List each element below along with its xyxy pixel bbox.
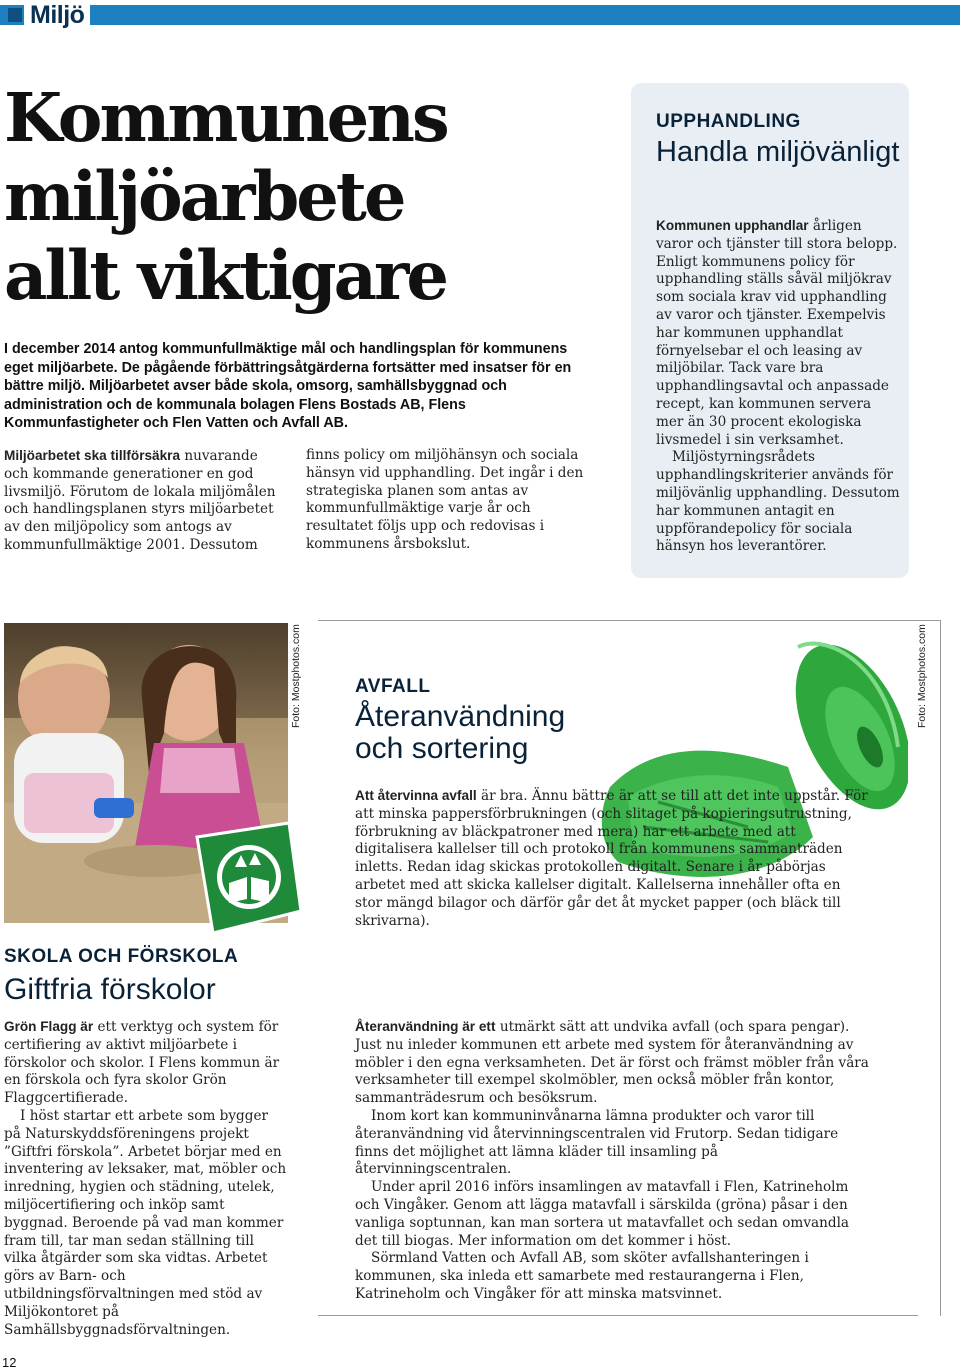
page-number: 12 [2,1355,17,1370]
paragraph-lead: Att återvinna avfall [355,788,477,803]
photo-credit: Foto: Mostphotos.com [290,624,302,728]
avfall-body [355,787,870,930]
paragraph-text: nuvarande och kommande generationer en god livsmiljö. Förutom de lokala miljömålen och handlingsplanen styrs miljöarbetet av den miljöpolicy som antogs av kommunfullmäktige 2001. Dessutom [4,448,276,553]
skola-title: Giftfria förskolor [4,973,216,1006]
paragraph-lead: Återanvändning är ett [355,1019,496,1034]
paragraph-text: årligen varor och tjänster till stora belopp. Enligt kommunens policy för upphandling ställs såväl miljökrav som sociala krav vid upphandling av varor och tjänster. Exempelvis har kommunen upphandlat förnyelsebar el och leasing av miljöbilar. Tack vare bra upphandlingsavtal och anpassade recept, kan kommunen servera mer än 30 procent ekologiska livsmedel i sin verksamhet. [656,218,898,448]
sidebar-kicker: UPPHANDLING [656,111,801,132]
skola-kicker: SKOLA OCH FÖRSKOLA [4,946,239,967]
paragraph-text: Sörmland Vatten och Avfall AB, som sköter avfallshanteringen i kommunen, ska inleda ett samarbete med restaurangerna i Flen, Katrineholm och Vingåker för att minska matsvinnet. [355,1250,809,1302]
section-bar [0,5,960,25]
skola-body [4,1018,289,1339]
headline-line: Kommunens [4,78,447,157]
paragraph-text: I höst startar ett arbete som bygger på Naturskyddsföreningens projekt ”Giftfri förskola”. Arbetet börjar med en inventering av leksaker, mat, möbler och inredning, hygien och städning, utelek, miljöcertifiering och inköp samt byggnad. Beroende på vad man kommer fram till, tar man sedan ställning till vilka åtgärder som ska vidtas. Arbetet görs av Barn- och utbildningsförvaltningen med stöd av Miljökontoret på Samhällsbyggnadsförvaltningen. [4,1107,287,1338]
article-column-2 [306,447,588,554]
paragraph-text: finns policy om miljöhänsyn och sociala hänsyn vid upphandling. Det ingår i den strategiska planen som antas av kommunfullmäktige varje år och resultatet följs upp och redovisas i kommunens årsbokslut. [306,447,584,552]
article-ingress: I december 2014 antog kommunfullmäktige mål och handlingsplan för kommunens eget miljöarbete. De pågående förbättringsåtgärderna fortsätter med insatser för en bättre miljö. Miljöarbetet avser både skola, omsorg, samhällsbyggnad och administration och de kommunala bolagen Flens Bostads AB, Flens Kommunfastigheter och Flen Vatten och Avfall AB. [4,341,572,432]
sidebar-title: Handla miljövänligt [656,136,900,168]
paragraph-lead: Miljöarbetet ska tillförsäkra [4,448,181,463]
frame-line [318,1315,918,1317]
headline-line: miljöarbete [4,157,404,236]
headline-line: allt viktigare [4,236,446,315]
paragraph-text: utmärkt sätt att undvika avfall (och spara pengar). Just nu inleder kommunen ett arbete med system för återanvändning av möbler i den egna verksamheten. Det är först och främst möbler från våra verksamheter till exempel skolmöbler, men också möbler från kontor, sammanträdesrum och besöksrum. [355,1019,869,1107]
avfall-title: Återanvändning och sortering [355,700,566,765]
photo-credit: Foto: Mostphotos.com [916,624,928,728]
paragraph-lead: Kommunen upphandlar [656,218,809,233]
gron-flagg-logo-icon [183,815,311,943]
paragraph-text: är bra. Ännu bättre är att se till att det inte uppstår. För att minska pappersförbrukningen (och slitaget på kopieringsutrustning, förbrukning av bläckpatroner med mera) har ett arbete med att digitalisera kallelser till och protokoll från kommunens sammanträden inletts. Redan idag skickas protokollen digitalt. Senare i år påbörjas arbetet med att skicka kallelser digitalt. Kallelserna innehåller ofta en stor mängd bilagor och därför går det åt mycket papper (och bläck till skrivarna). [355,788,868,929]
paragraph-text: Miljöstyrningsrådets upphandlingskriterier används för miljövänlig upphandling. Dessutom har kommunen antagit en uppförandepolicy för sociala hänsyn hos leverantörer. [656,449,900,555]
avfall-body [355,1018,870,1304]
avfall-kicker: AVFALL [355,676,431,697]
article-headline [4,78,604,315]
paragraph-text: Under april 2016 införs insamlingen av matavfall i Flen, Katrineholm och Vingåker. Genom att lägga matavfall i särskilda (gröna) påsar i den vanliga soptunnan, kan man sortera ut matavfallet och sedan omvandla det till biogas. Mer information om det kommer i höst. [355,1179,850,1249]
paragraph-text: Inom kort kan kommuninvånarna lämna produkter och varor till återanvändning vid återvinningscentralen vid Frutorp. Sedan tidigare finns det möjlighet att lämna kläder till insamling på återvinningscentralen. [355,1107,839,1178]
sidebar-body [656,217,901,556]
paragraph-text: ett verktyg och system för certifiering av aktivt miljöarbete i förskolor och skolor. I Flens kommun är en förskola och fyra skolor Grön Flaggcertifierade. [4,1019,280,1107]
section-label: Miljö [24,0,90,26]
paragraph-lead: Grön Flagg är [4,1019,94,1034]
article-column-1 [4,447,284,555]
gron-flagg-logo [183,815,311,943]
section-square-icon [8,8,22,22]
sidebar-upphandling [631,83,909,578]
